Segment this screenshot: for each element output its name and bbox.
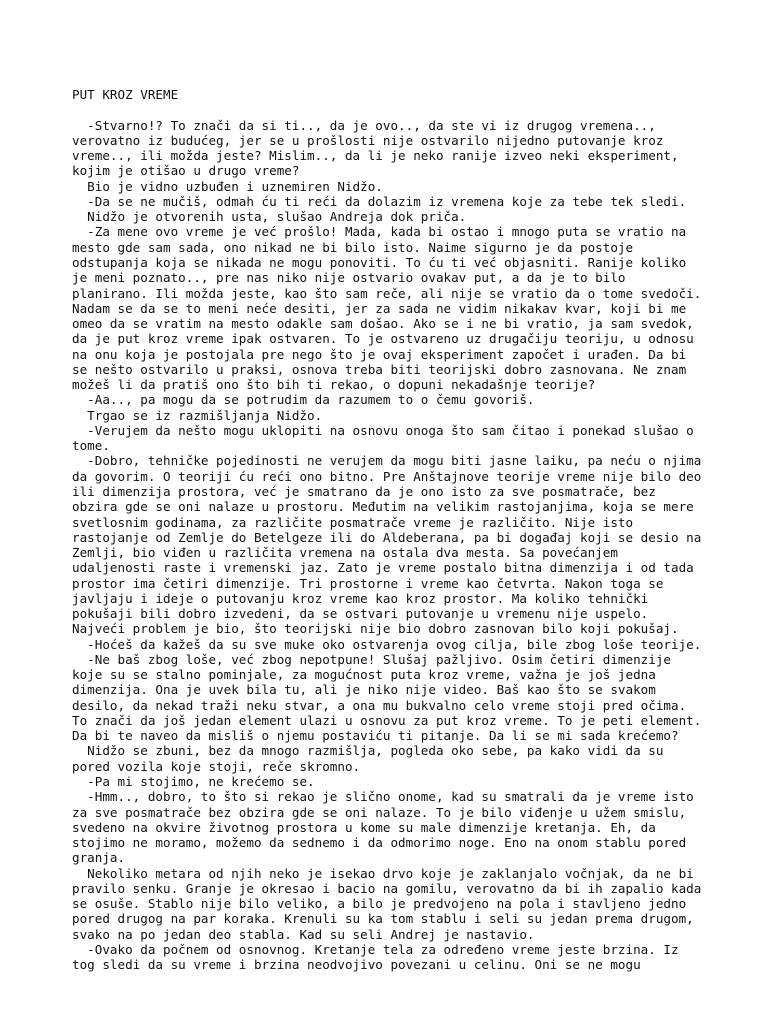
text-line: tome. <box>72 438 110 454</box>
text-line: -Pa mi stojimo, ne krećemo se. <box>72 774 315 790</box>
text-line: da je put kroz vreme ipak ostvaren. To je ostvareno uz drugačiju teoriju, u odnosu <box>72 331 694 347</box>
text-line: Zemlji, bio viđen u različita vremena na ostala dva mesta. Sa povećanjem <box>72 545 618 561</box>
document-page <box>72 87 752 972</box>
text-line: planirano. Ili možda jeste, kao što sam reče, ali nije se vratio da o tome svedoči. <box>72 285 702 301</box>
text-line: -Stvarno!? To znači da si ti.., da je ovo.., da ste vi iz drugog vremena.., <box>72 117 656 133</box>
document-body <box>72 118 752 973</box>
text-line: Najveći problem je bio, što teorijski nije bio dobro zasnovan bilo koji pokušaj. <box>72 621 679 637</box>
text-line: Nidžo je otvorenih usta, slušao Andreja dok priča. <box>72 209 467 225</box>
text-line: desilo, da nekad traži neku stvar, a ona mu bukvalno celo vreme stoji pred očima. <box>72 697 687 713</box>
text-line: -Da se ne mučiš, odmah ću ti reći da dolazim iz vremena koje za tebe tek sledi. <box>72 193 687 209</box>
text-line: Trgao se iz razmišljanja Nidžo. <box>72 407 323 423</box>
text-line: prostor ima četiri dimenzije. Tri prostorne i vreme kao četvrta. Nakon toga se <box>72 575 664 591</box>
text-line: za sve posmatrače bez obzira gde se oni nalaze. To je bilo viđenje u užem smislu, <box>72 804 687 820</box>
text-line: -Dobro, tehničke pojedinosti ne verujem da mogu biti jasne laiku, pa neću o njima <box>72 453 702 469</box>
text-line: granja. <box>72 850 126 866</box>
text-line: koje su se stalno pominjale, za mogućnost puta kroz vreme, važna je još jedna <box>72 667 656 683</box>
text-line: -Hoćeš da kažeš da su sve muke oko ostvarenja ovog cilja, bile zbog loše teorije. <box>72 636 702 652</box>
text-line: Nidžo se zbuni, bez da mnogo razmišlja, pogleda oko sebe, pa kako vidi da su <box>72 743 664 759</box>
text-line: obzira gde se oni nalaze u prostoru. Međutim na velikim rastojanjima, koja se mere <box>72 499 694 515</box>
text-line: pokušaji bili dobro izvedeni, da se ostvari putovanje u vremenu nije uspelo. <box>72 606 649 622</box>
text-line: stojimo ne moramo, možemo da sednemo i da odmorimo noge. Eno na onom stablu pored <box>72 835 687 851</box>
text-line: Da bi te naveo da misliš o njemu postaviću ti pitanje. Da li se mi sada krećemo? <box>72 728 679 744</box>
text-line: -Verujem da nešto mogu uklopiti na osnovu onoga što sam čitao i ponekad slušao o <box>72 422 694 438</box>
text-line: -Ne baš zbog loše, već zbog nepotpune! Slušaj pažljivo. Osim četiri dimenzije <box>72 651 671 667</box>
document-title: PUT KROZ VREME <box>72 87 179 102</box>
text-line: možeš li da pratiš ono što bih ti rekao, o dopuni nekadašnje teorije? <box>72 377 596 393</box>
text-line: svetlosnim godinama, za različite posmatrače vreme je različito. Nije isto <box>72 514 634 530</box>
text-line: -Ovako da počnem od osnovnog. Kretanje tela za određeno vreme jeste brzina. Iz <box>72 941 679 957</box>
text-line: To znači da još jedan element ulazi u osnovu za put kroz vreme. To je peti element. <box>72 712 702 728</box>
text-line: dimenzija. Ona je uvek bila tu, ali je niko nije video. Baš kao što se svakom <box>72 682 656 698</box>
text-line: kojim je otišao u drugo vreme? <box>72 163 300 179</box>
text-line: je meni poznato.., pre nas niko nije ostvario ovakav put, a da je to bilo <box>72 270 626 286</box>
text-line: omeo da se vratim na mesto odakle sam došao. Ako se i ne bi vratio, ja sam svedok, <box>72 316 694 332</box>
text-line: na onu koja je postojala pre nego što je ovaj eksperiment započet i urađen. Da bi <box>72 346 687 362</box>
text-line: svako na po jedan deo stabla. Kad su seli Andrej je nastavio. <box>72 926 535 942</box>
text-line: svedeno na okvire životnog prostora u kome su male dimenzije kretanja. Eh, da <box>72 819 656 835</box>
text-line: da govorim. O teoriji ću reći ono bitno. Pre Anštajnove teorije vreme nije bilo deo <box>72 468 702 484</box>
text-line: odstupanja koja se nikada ne mogu ponoviti. To ću ti već objasniti. Ranije koliko <box>72 254 687 270</box>
text-line: -Aa.., pa mogu da se potrudim da razumem to o čemu govoriš. <box>72 392 535 408</box>
text-line: verovatno iz budućeg, jer se u prošlosti nije ostvarilo nijedno putovanje kroz <box>72 132 664 148</box>
text-line: vreme.., ili možda jeste? Mislim.., da li je neko ranije izveo neki eksperiment, <box>72 148 679 164</box>
text-line: pravilo senku. Granje je okresao i bacio na gomilu, verovatno da bi ih zapalio kada <box>72 880 702 896</box>
text-line: Nadam se da se to meni neće desiti, jer za sada ne vidim nikakav kvar, koji bi me <box>72 300 687 316</box>
text-line: tog sledi da su vreme i brzina neodvojivo povezani u celinu. Oni se ne mogu <box>72 957 641 973</box>
text-line: ili dimenzija prostora, već je smatrano da je ono isto za sve posmatrače, bez <box>72 483 656 499</box>
text-line: pored vozila koje stoji, reče skromno. <box>72 758 361 774</box>
text-line: rastojanje od Zemlje do Betelgeze ili do Aldeberana, pa bi događaj koji se desio na <box>72 529 702 545</box>
text-line: pored drugog na par koraka. Krenuli su ka tom stablu i seli su jedan prema drugom, <box>72 911 694 927</box>
text-line: javljaju i ideje o putovanju kroz vreme kao kroz prostor. Ma koliko tehnički <box>72 590 649 606</box>
text-line: se osuše. Stablo nije bilo veliko, a bilo je predvojeno na pola i stavljeno jedno <box>72 896 687 912</box>
text-line: se nešto ostvarilo u praksi, osnova treba biti teorijski dobro zasnovana. Ne znam <box>72 361 687 377</box>
text-line: -Hmm.., dobro, to što si rekao je slično onome, kad su smatrali da je vreme isto <box>72 789 694 805</box>
text-line: -Za mene ovo vreme je već prošlo! Mada, kada bi ostao i mnogo puta se vratio na <box>72 224 687 240</box>
text-line: Bio je vidno uzbuđen i uznemiren Nidžo. <box>72 178 383 194</box>
text-line: udaljenosti raste i vremenski jaz. Zato je vreme postalo bitna dimenzija i od tada <box>72 560 694 576</box>
text-line: mesto gde sam sada, ono nikad ne bi bilo isto. Naime sigurno je da postoje <box>72 239 634 255</box>
text-line: Nekoliko metara od njih neko je isekao drvo koje je zaklanjalo vočnjak, da ne bi <box>72 865 694 881</box>
